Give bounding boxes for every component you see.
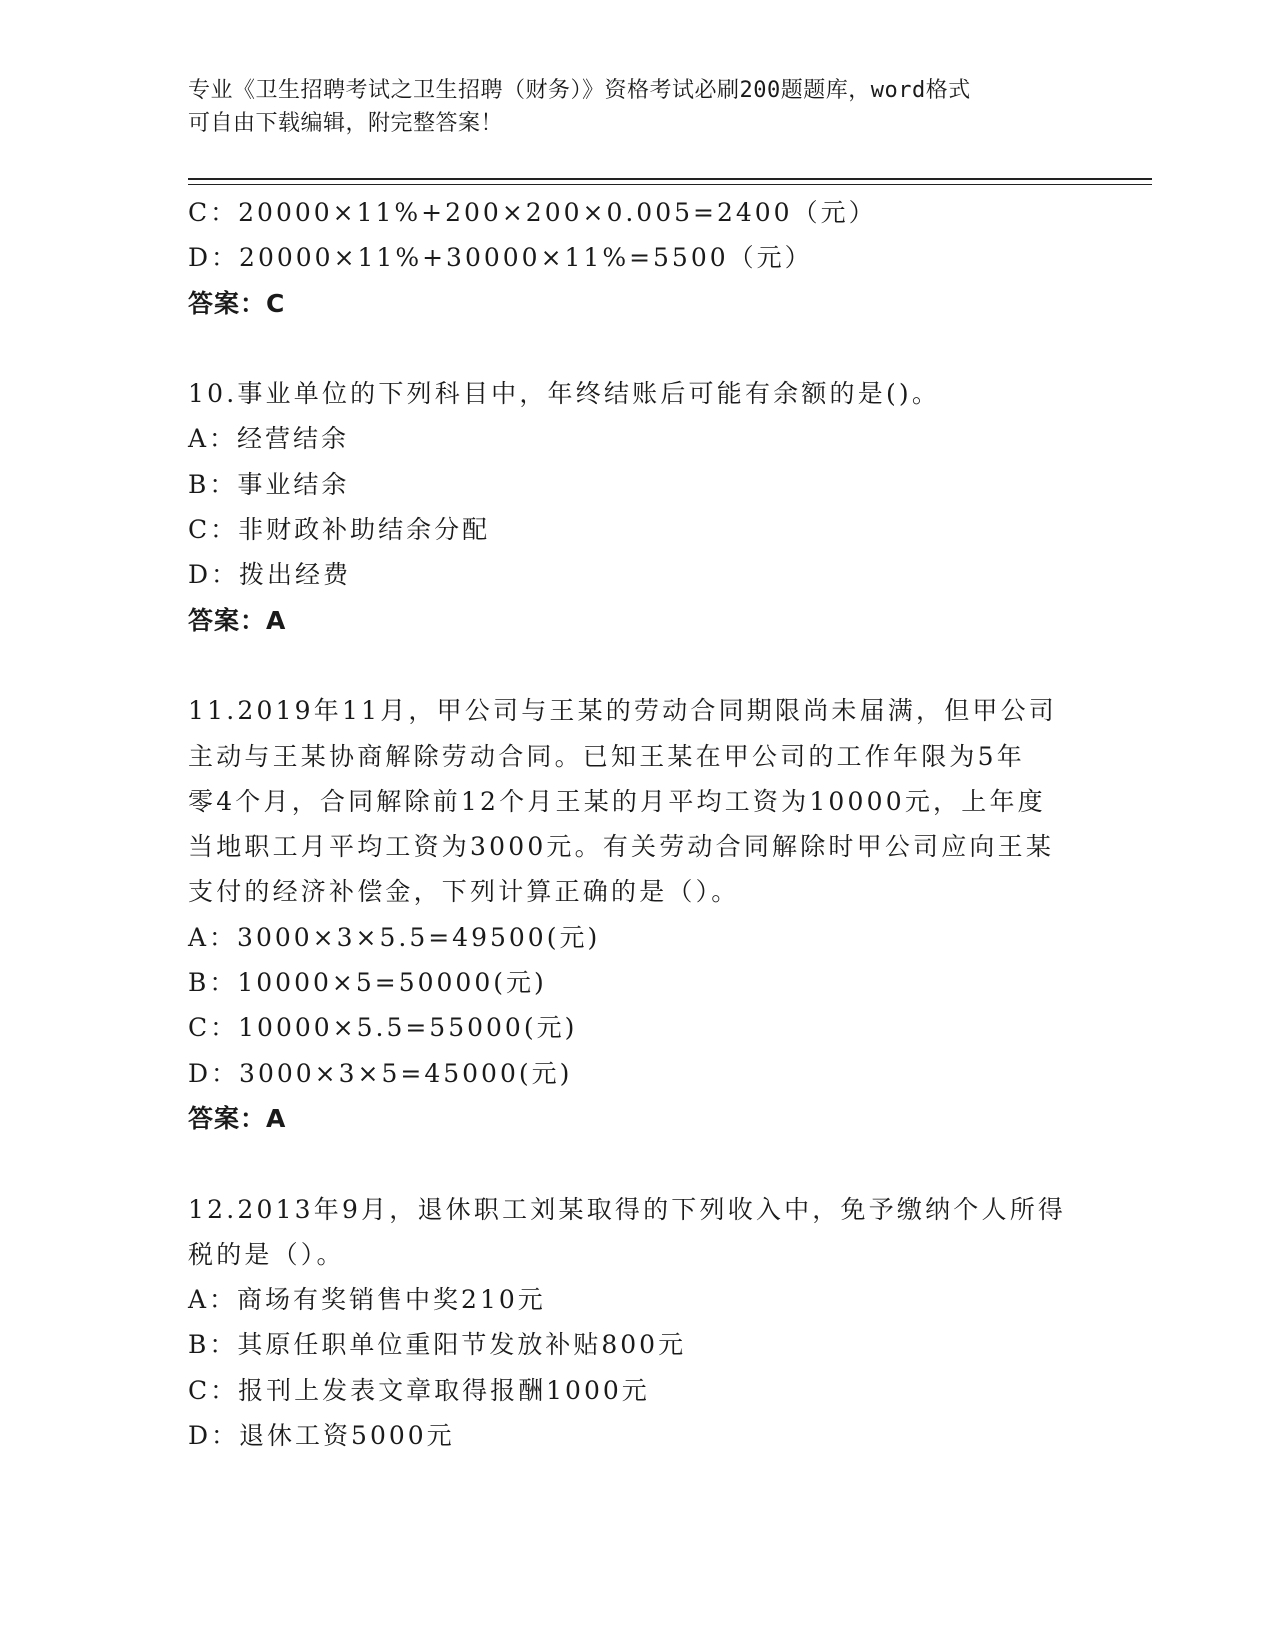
question-11 — [188, 688, 1088, 1141]
answer-line: 答案：A — [188, 605, 287, 635]
header-title-line-2: 可自由下载编辑，附完整答案！ — [188, 111, 504, 136]
question-12 — [188, 1187, 1088, 1459]
question-stem-line-5: 支付的经济补偿金，下列计算正确的是（）。 — [188, 877, 740, 907]
question-stem-line-4: 当地职工月平均工资为3000元。有关劳动合同解除时甲公司应向王某 — [188, 832, 1055, 862]
option-a: A：3000×3×5.5=49500(元) — [188, 922, 601, 952]
answer-line: 答案：A — [188, 1103, 287, 1133]
header-divider-thin — [188, 184, 1152, 185]
option-c: C：非财政补助结余分配 — [188, 515, 491, 545]
option-c: C：10000×5.5=55000(元) — [188, 1013, 578, 1043]
question-9-continued — [188, 190, 1088, 326]
question-stem-line-3: 零4个月，合同解除前12个月王某的月平均工资为10000元，上年度 — [188, 786, 1046, 816]
question-stem-line-2: 税的是（）。 — [188, 1239, 345, 1269]
spacer — [188, 326, 1088, 371]
spacer — [188, 643, 1088, 688]
question-stem-line-2: 主动与王某协商解除劳动合同。已知王某在甲公司的工作年限为5年 — [188, 741, 1025, 771]
option-d: D：退休工资5000元 — [188, 1421, 455, 1451]
spacer — [188, 1141, 1088, 1186]
document-header — [188, 74, 1068, 140]
question-stem-line-1: 11.2019年11月，甲公司与王某的劳动合同期限尚未届满，但甲公司 — [188, 696, 1057, 726]
question-stem: 10.事业单位的下列科目中，年终结账后可能有余额的是()。 — [188, 379, 941, 409]
option-b: B：其原任职单位重阳节发放补贴800元 — [188, 1330, 687, 1360]
question-stem-line-1: 12.2013年9月，退休职工刘某取得的下列收入中，免予缴纳个人所得 — [188, 1194, 1067, 1224]
header-title-line-1: 专业《卫生招聘考试之卫生招聘（财务）》资格考试必刷200题题库，word格式 — [188, 78, 971, 103]
option-d: D：20000×11%+30000×11%=5500（元） — [188, 243, 813, 273]
option-a: A：商场有奖销售中奖210元 — [188, 1285, 546, 1315]
option-a: A：经营结余 — [188, 424, 350, 454]
option-b: B：10000×5=50000(元) — [188, 968, 547, 998]
option-c: C：20000×11%+200×200×0.005=2400（元） — [188, 198, 877, 227]
answer-line: 答案：C — [188, 288, 286, 318]
option-c: C：报刊上发表文章取得报酬1000元 — [188, 1375, 650, 1405]
option-d: D：拨出经费 — [188, 560, 352, 590]
option-d: D：3000×3×5=45000(元) — [188, 1058, 573, 1088]
question-10 — [188, 371, 1088, 643]
option-b: B：事业结余 — [188, 469, 350, 499]
document-body — [188, 190, 1088, 1458]
header-divider-thick — [188, 178, 1152, 180]
